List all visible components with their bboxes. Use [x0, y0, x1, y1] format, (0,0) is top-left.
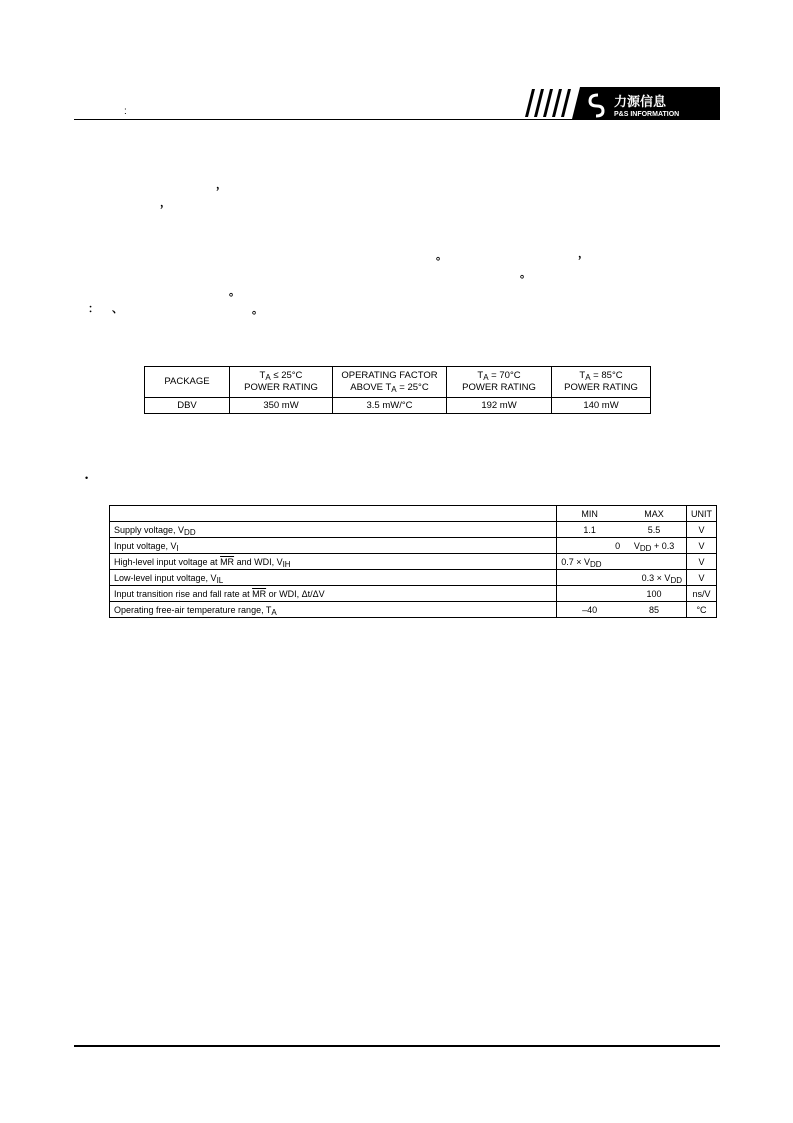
table-row — [110, 522, 717, 538]
unit-cell: V — [687, 522, 717, 538]
mark: ： — [88, 303, 99, 315]
param-cell: Input transition rise and fall rate at $\overline{MR}$ or WDI, Δt/ΔV — [110, 586, 557, 602]
unit-cell: V — [687, 538, 717, 554]
header-colon: : — [124, 106, 127, 117]
mark: 。 — [436, 250, 447, 262]
table-row — [110, 554, 717, 570]
header-rule — [74, 119, 720, 120]
max-cell: $V_{DD} + 0.3$ — [622, 538, 686, 554]
mark: 。 — [229, 286, 240, 298]
mark: 。 — [252, 304, 263, 316]
max-cell: $0.3 \times V_{DD}$ — [622, 570, 686, 586]
header-cell: $T_A = 85^\circ C$ POWER RATING — [552, 367, 651, 398]
table-row — [110, 586, 717, 602]
mark: ， — [578, 248, 589, 260]
package-header: PACKAGE — [145, 367, 230, 398]
param-cell: Operating free-air temperature range, $T_A$ — [110, 602, 557, 618]
table-cell: DBV — [145, 398, 230, 414]
svg-text:力源信息: 力源信息 — [614, 95, 667, 110]
unit-cell: ns/V — [687, 586, 717, 602]
bullet: • — [85, 473, 89, 483]
max-header: MAX — [622, 506, 686, 522]
unit-cell: V — [687, 554, 717, 570]
min-cell: –40 — [557, 602, 622, 618]
unit-cell: °C — [687, 602, 717, 618]
company-logo — [524, 87, 720, 119]
mark: ， — [160, 197, 171, 209]
svg-text:P&S INFORMATION: P&S INFORMATION — [614, 111, 680, 118]
table-row — [110, 538, 717, 554]
min-cell: 1.1 — [557, 522, 622, 538]
table-cell: 192 mW — [447, 398, 552, 414]
max-cell: 5.5 — [622, 522, 686, 538]
unit-cell: V — [687, 570, 717, 586]
param-cell: Low-level input voltage, $V_{IL}$ — [110, 570, 557, 586]
param-cell: High-level input voltage at $\overline{MR}$ and WDI, $V_{IH}$ — [110, 554, 557, 570]
table-row — [110, 602, 717, 618]
table-header-row — [145, 367, 651, 398]
table-cell: 140 mW — [552, 398, 651, 414]
min-cell: 0 — [557, 538, 622, 554]
header-cell: $T_A \le 25^\circ C$ POWER RATING — [230, 367, 333, 398]
min-cell — [557, 570, 622, 586]
recommended-conditions-table — [109, 505, 717, 618]
table-row — [145, 398, 651, 414]
max-cell: 100 — [622, 586, 686, 602]
table-row — [110, 570, 717, 586]
param-cell: Supply voltage, $V_{DD}$ — [110, 522, 557, 538]
table-cell: 350 mW — [230, 398, 333, 414]
max-cell: 85 — [622, 602, 686, 618]
min-cell: $0.7 \times V_{DD}$ — [557, 554, 622, 570]
table-header-row — [110, 506, 717, 522]
param-cell: Input voltage, $V_I$ — [110, 538, 557, 554]
mark: ， — [216, 179, 227, 191]
mark: 、 — [112, 303, 123, 315]
dissipation-rating-table — [144, 366, 651, 414]
header-cell: OPERATING FACTOR ABOVE $T_A = 25^\circ C$ — [333, 367, 447, 398]
max-cell — [622, 554, 686, 570]
unit-header: UNIT — [687, 506, 717, 522]
table-cell: 3.5 mW/°C — [333, 398, 447, 414]
header-cell: $T_A = 70^\circ C$ POWER RATING — [447, 367, 552, 398]
min-cell — [557, 586, 622, 602]
param-header — [110, 506, 557, 522]
min-header: MIN — [557, 506, 622, 522]
logo-slashes-icon — [525, 89, 571, 117]
mark: 。 — [520, 268, 531, 280]
footer-rule — [74, 1045, 720, 1047]
